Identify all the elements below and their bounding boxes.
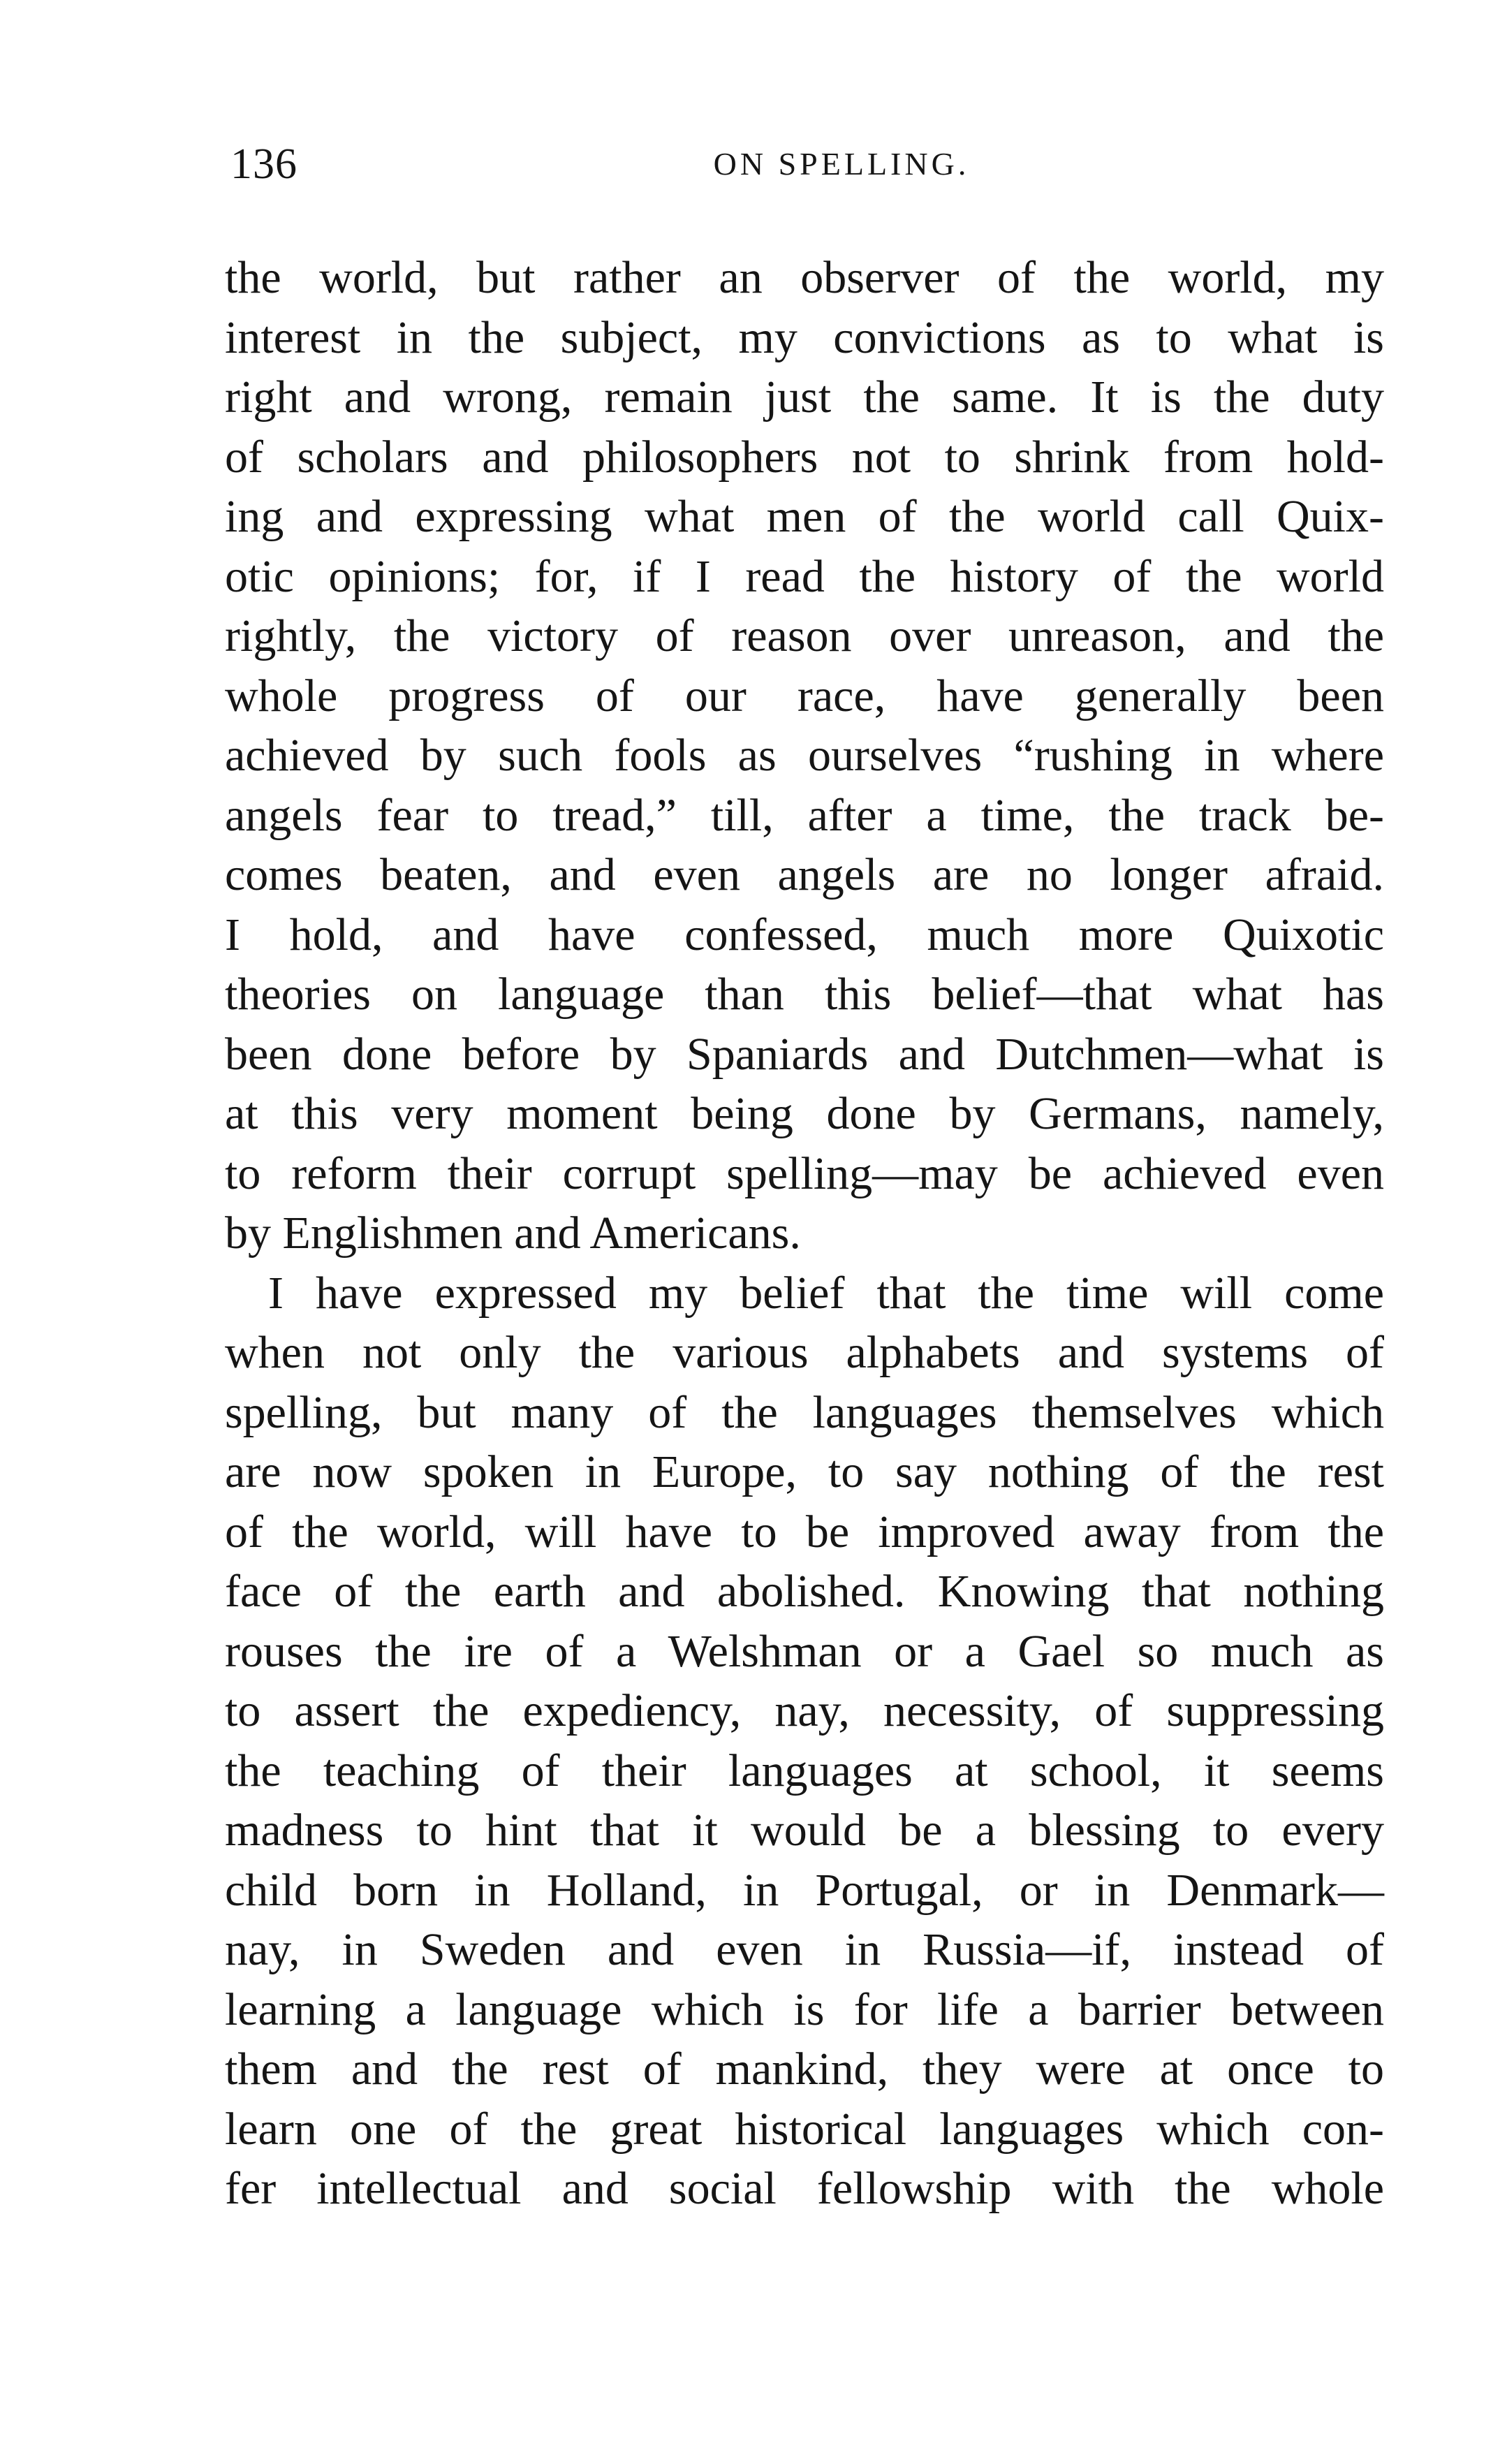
text-line: the teaching of their languages at school, it seems (225, 1745, 1384, 1796)
text-line: face of the earth and abolished. Knowing that nothing (225, 1566, 1384, 1617)
running-head: ON SPELLING. (713, 146, 970, 182)
text-line: to reform their corrupt spelling—may be achieved even (225, 1147, 1384, 1199)
text-line: the world, but rather an observer of the world, my (225, 252, 1384, 303)
text-line: achieved by such fools as ourselves “rushing in where (225, 730, 1384, 781)
text-line: child born in Holland, in Portugal, or in Denmark— (225, 1864, 1384, 1916)
text-line: learn one of the great historical languages which con- (225, 2103, 1384, 2155)
text-line: right and wrong, remain just the same. It is the duty (225, 372, 1384, 423)
text-line: madness to hint that it would be a blessing to every (225, 1805, 1384, 1856)
body-text (225, 248, 1384, 2219)
text-line: theories on language than this belief—that what has (225, 969, 1384, 1020)
text-line: rightly, the victory of reason over unreason, and the (225, 610, 1384, 661)
page-header (230, 133, 1390, 210)
text-line: of scholars and philosophers not to shrink from hold- (225, 431, 1384, 483)
text-line: by Englishmen and Americans. (225, 1208, 801, 1259)
text-line: fer intellectual and social fellowship with the whole (225, 2163, 1384, 2214)
text-line: I have expressed my belief that the time will come (268, 1267, 1384, 1319)
text-line: to assert the expediency, nay, necessity, of suppressing (225, 1685, 1384, 1736)
page-number: 136 (230, 140, 297, 188)
text-line: angels fear to tread,” till, after a time, the track be- (225, 789, 1384, 841)
text-line: when not only the various alphabets and systems of (225, 1327, 1384, 1378)
text-line: them and the rest of mankind, they were at once to (225, 2044, 1384, 2095)
text-line: ing and expressing what men of the world call Quix- (225, 491, 1384, 542)
text-line: are now spoken in Europe, to say nothing of the rest (225, 1446, 1384, 1497)
text-line: been done before by Spaniards and Dutchmen—what is (225, 1028, 1384, 1080)
text-line: rouses the ire of a Welshman or a Gael so much as (225, 1625, 1384, 1677)
text-line: at this very moment being done by Germans, namely, (225, 1088, 1384, 1139)
paragraph (225, 248, 1384, 1263)
text-line: nay, in Sweden and even in Russia—if, instead of (225, 1924, 1384, 1975)
text-line: spelling, but many of the languages themselves which (225, 1386, 1384, 1438)
text-line: of the world, will have to be improved away from the (225, 1506, 1384, 1557)
text-line: otic opinions; for, if I read the history of the world (225, 550, 1384, 602)
text-line: comes beaten, and even angels are no longer afraid. (225, 849, 1384, 900)
text-line: I hold, and have confessed, much more Quixotic (225, 909, 1384, 960)
text-line: learning a language which is for life a barrier between (225, 1983, 1384, 2035)
text-line: interest in the subject, my convictions as to what is (225, 311, 1384, 363)
paragraph (225, 1263, 1384, 2219)
text-line: whole progress of our race, have generally been (225, 670, 1384, 721)
